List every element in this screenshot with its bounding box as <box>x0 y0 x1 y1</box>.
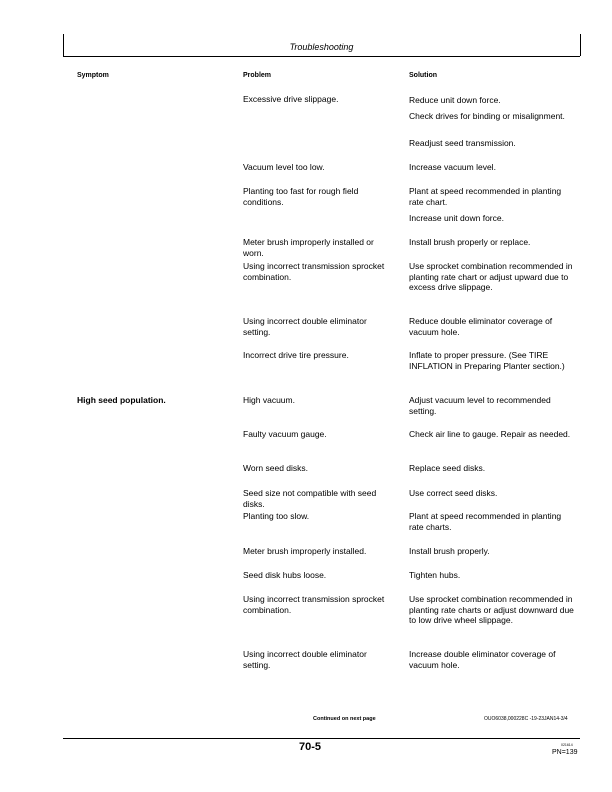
solution-cell: Increase vacuum level. <box>409 162 496 172</box>
solution-cell: Readjust seed transmission. <box>409 138 516 148</box>
problem-cell: Using incorrect double eliminator setting. <box>243 649 367 670</box>
problem-cell: Using incorrect transmission sprocket combination. <box>243 594 385 615</box>
column-header-problem: Problem <box>243 72 272 79</box>
solution-cell: Reduce double eliminator coverage of vacuum hole. <box>409 316 553 337</box>
problem-cell: Incorrect drive tire pressure. <box>243 350 349 360</box>
problem-cell: Seed disk hubs loose. <box>243 570 327 580</box>
problem-cell: Seed size not compatible with seed disks. <box>243 488 377 509</box>
pn-label: PN=139 <box>552 749 578 756</box>
problem-cell: Meter brush improperly installed. <box>243 546 367 556</box>
page-number: 70-5 <box>298 741 322 753</box>
solution-cell: Check air line to gauge. Repair as needed. <box>409 429 571 439</box>
solution-cell: Replace seed disks. <box>409 463 486 473</box>
solution-cell: Plant at speed recommended in planting rate chart. <box>409 186 562 207</box>
solution-cell: Inflate to proper pressure. (See TIRE INFLATION in Preparing Planter section.) <box>409 350 565 371</box>
solution-cell: Use sprocket combination recommended in planting rate charts or adjust downward due to low drive wheel slippage. <box>409 594 574 625</box>
symptom-label: High seed population. <box>77 395 166 405</box>
problem-cell: Meter brush improperly installed or worn. <box>243 237 374 258</box>
footer-rule <box>63 738 580 739</box>
header-frame-right <box>580 34 581 56</box>
solution-cell: Reduce unit down force. <box>409 95 501 105</box>
continued-note: Continued on next page <box>313 716 376 722</box>
solution-cell: Use sprocket combination recommended in planting rate chart or adjust upward due to excess drive slippage. <box>409 261 573 292</box>
problem-cell: Excessive drive slippage. <box>243 94 339 104</box>
solution-cell: Check drives for binding or misalignment. <box>409 111 565 121</box>
problem-cell: Worn seed disks. <box>243 463 309 473</box>
small-code: 021614 <box>561 743 573 747</box>
header-rule <box>63 56 580 57</box>
document-code: OUO6038,000228C -19-23JAN14-3/4 <box>484 716 568 722</box>
problem-cell: High vacuum. <box>243 395 295 405</box>
column-header-symptom: Symptom <box>77 72 109 79</box>
column-header-solution: Solution <box>409 72 437 79</box>
problem-cell: Using incorrect transmission sprocket combination. <box>243 261 385 282</box>
solution-cell: Use correct seed disks. <box>409 488 498 498</box>
solution-cell: Install brush properly. <box>409 546 490 556</box>
solution-cell: Install brush properly or replace. <box>409 237 531 247</box>
solution-cell: Tighten hubs. <box>409 570 461 580</box>
problem-cell: Planting too fast for rough field conditions. <box>243 186 359 207</box>
problem-cell: Faulty vacuum gauge. <box>243 429 327 439</box>
solution-cell: Plant at speed recommended in planting rate charts. <box>409 511 562 532</box>
page-title: Troubleshooting <box>289 42 354 52</box>
problem-cell: Planting too slow. <box>243 511 310 521</box>
solution-cell: Adjust vacuum level to recommended setting. <box>409 395 551 416</box>
problem-cell: Using incorrect double eliminator setting. <box>243 316 367 337</box>
problem-cell: Vacuum level too low. <box>243 162 325 172</box>
solution-cell: Increase unit down force. <box>409 213 504 223</box>
solution-cell: Increase double eliminator coverage of vacuum hole. <box>409 649 556 670</box>
